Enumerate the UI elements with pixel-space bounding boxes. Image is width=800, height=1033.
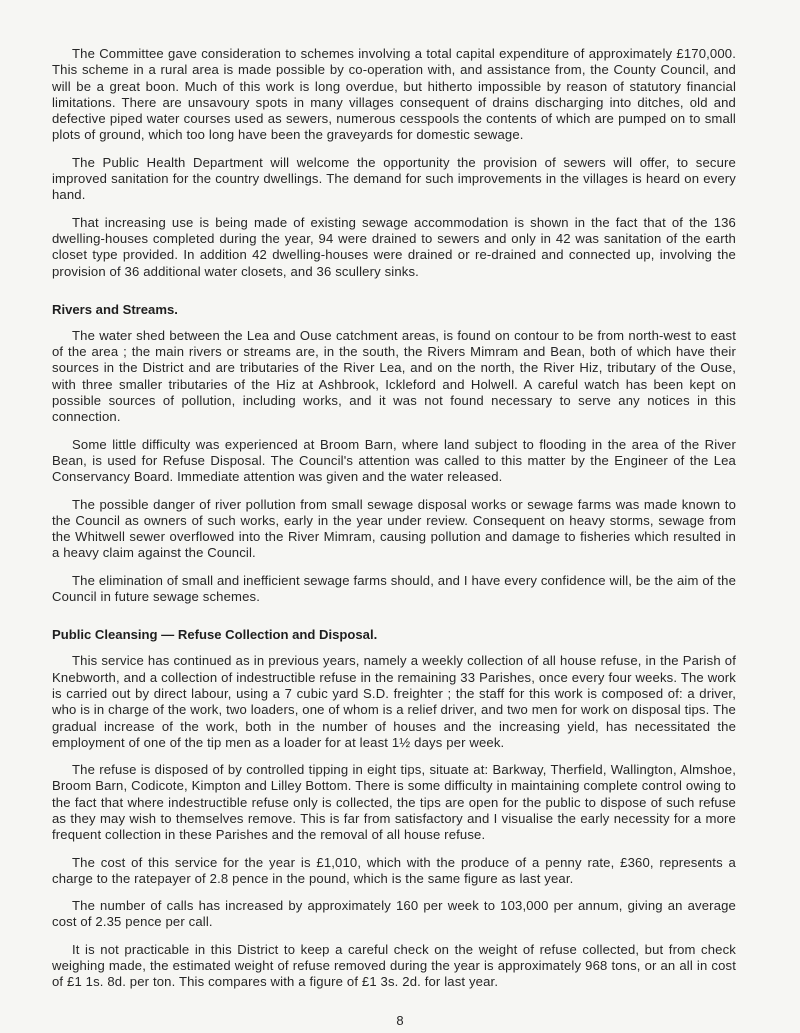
- rivers-paragraph-watershed: The water shed between the Lea and Ouse catchment areas, is found on contour to be from north-west to east of the area ; the main rivers or streams are, in the south, the Rivers Mimram and Bean, both of which have their sources in the District and are tributaries of the River Lea, and on the north, the River Hiz, tributary of the Ouse, with three smaller tributaries of the Hiz at Ashbrook, Ickleford and Holwell. A careful watch has been kept on possible sources of pollution, including works, and it was not found necessary to serve any notices in this connection.: [52, 327, 736, 425]
- rivers-paragraph-pollution-danger: The possible danger of river pollution from small sewage disposal works or sewage farms was made known to the Council as owners of such works, early in the year under review. Consequent on heavy storms, sewage from the Whitwell sewer overflowed into the River Mimram, causing pollution and damage to fisheries which resulted in a heavy claim against the Council.: [52, 496, 736, 561]
- section-heading-rivers: Rivers and Streams.: [52, 301, 178, 317]
- intro-paragraph-public-health: The Public Health Department will welcome the opportunity the provision of sewers will offer, to secure improved sanitation for the country dwellings. The demand for such improvements in the villages is heard on every hand.: [52, 154, 736, 203]
- page-number: 8: [396, 1013, 404, 1028]
- cleansing-paragraph-cost: The cost of this service for the year is £1,010, which with the produce of a penny rate, £360, represents a charge to the ratepayer of 2.8 pence in the pound, which is the same figure as last year.: [52, 854, 736, 886]
- cleansing-paragraph-weight: It is not practicable in this District to keep a careful check on the weight of refuse collected, but from check weighing made, the estimated weight of refuse removed during the year is approximately 968 tons, or an all in cost of £1 1s. 8d. per ton. This compares with a figure of £1 3s. 2d. for last year.: [52, 941, 736, 990]
- cleansing-paragraph-service: This service has continued as in previous years, namely a weekly collection of all house refuse, in the Parish of Knebworth, and a collection of indestructible refuse in the remaining 33 Parishes, once every four weeks. The work is carried out by direct labour, using a 7 cubic yard S.D. freighter ; the staff for this work is composed of: a driver, who is in charge of the work, two loaders, one of whom is a relief driver, and two men for work on disposal tips. The gradual increase of the work, both in the number of houses and the increasing yield, has necessitated the employment of one of the tip men as a loader for at least 1½ days per week.: [52, 653, 736, 750]
- cleansing-paragraph-tipping: The refuse is disposed of by controlled tipping in eight tips, situate at: Barkway, Therfield, Wallington, Almshoe, Broom Barn, Codicote, Kimpton and Lilley Bottom. There is some difficulty in maintaining complete control owing to the fact that where indestructible refuse only is collected, the tips are open for the public to dispose of such refuse as they may wish to themselves remove. This is far from satisfactory and I visualise the early necessity for a more frequent collection in these Parishes and the removal of all house refuse.: [52, 762, 736, 843]
- cleansing-paragraph-calls: The number of calls has increased by approximately 160 per week to 103,000 per annum, giving an average cost of 2.35 pence per call.: [52, 898, 736, 930]
- intro-paragraph-sewage-accommodation: That increasing use is being made of existing sewage accommodation is shown in the fact that of the 136 dwelling-houses completed during the year, 94 were drained to sewers and only in 42 was sanitation of the earth closet type provided. In addition 42 dwelling-houses were drained or re-drained and connected up, involving the provision of 36 additional water closets, and 36 scullery sinks.: [52, 214, 736, 279]
- rivers-paragraph-broom-barn: Some little difficulty was experienced at Broom Barn, where land subject to flooding in the area of the River Bean, is used for Refuse Disposal. The Council's attention was called to this matter by the Engineer of the Lea Conservancy Board. Immediate attention was given and the water released.: [52, 436, 736, 485]
- section-heading-cleansing: Public Cleansing — Refuse Collection and Disposal.: [52, 627, 378, 643]
- intro-paragraph-capital-expenditure: The Committee gave consideration to schemes involving a total capital expenditure of approximately £170,000. This scheme in a rural area is made possible by co-operation with, and assistance from, the County Council, and will be a great boon. Much of this work is long overdue, but hitherto impossible by reason of statutory financial limitations. There are unsavoury spots in many villages consequent of drains discharging into ditches, old and defective piped water courses used as sewers, numerous cesspools the contents of which are pumped on to small plots of ground, which too long have been the graveyards for domestic sewage.: [52, 46, 736, 143]
- rivers-paragraph-elimination: The elimination of small and inefficient sewage farms should, and I have every confidence will, be the aim of the Council in future sewage schemes.: [52, 572, 736, 605]
